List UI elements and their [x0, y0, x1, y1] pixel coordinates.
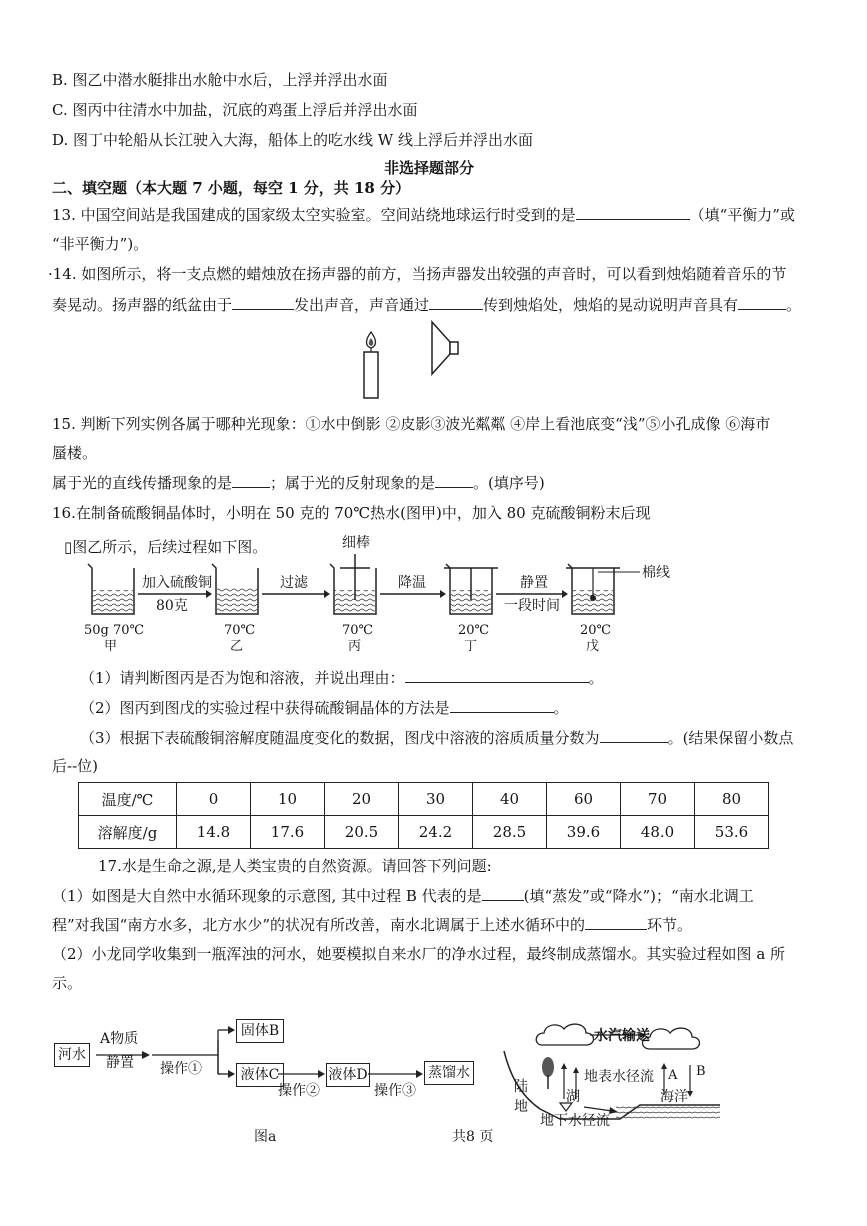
land-label-1: 陆: [514, 1079, 528, 1095]
candle-speaker-figure: [350, 318, 470, 402]
q16-line2: ▯图乙所示，后续过程如下图。: [64, 538, 268, 556]
q14-text-c: 传到烛焰处，烛焰的晃动说明声音具有: [483, 296, 739, 314]
beaker-bing: [330, 554, 376, 614]
q17-line1: 17.水是生命之源,是人类宝贵的自然资源。请回答下列问题:: [98, 857, 492, 875]
ocean-water: [616, 1105, 720, 1121]
beaker-name-3: 丙: [348, 639, 362, 654]
cloud-icon: [643, 1028, 700, 1049]
table-cell: 20.5: [325, 816, 399, 849]
land-label-2: 地: [514, 1099, 528, 1115]
q17-text-b: (填“蒸发”或“降水”)；“南水北调工: [523, 887, 754, 905]
figure-a-caption: 图a: [254, 1129, 277, 1145]
table-cell: 10: [251, 783, 325, 816]
q16-line1: 16.在制备硫酸铜晶体时，小明在 50 克的 70℃热水(图甲)中，加入 80 克硫酸铜粉末后现: [52, 504, 651, 522]
q16-sub3-tail: 。(结果保留小数点: [667, 729, 794, 747]
op2-label: 操作②: [278, 1083, 320, 1099]
label-b: B: [696, 1064, 706, 1079]
table-cell: 28.5: [473, 816, 547, 849]
cloud-icon: [536, 1024, 593, 1045]
beaker-temp-3: 70℃: [342, 623, 374, 638]
table-cell: 20: [325, 783, 399, 816]
q14-text-d: 。: [786, 296, 802, 314]
q17-blank-1[interactable]: [482, 885, 524, 901]
water-cycle-figure: [500, 1015, 740, 1127]
q15-blank-1[interactable]: [232, 472, 270, 488]
beaker-ding: [444, 564, 498, 614]
q14-text-b: 发出声音，声音通过: [294, 296, 430, 314]
step3-label: 降温: [398, 575, 426, 591]
step1-bottom-label: 80克: [156, 598, 188, 614]
q17-line3: [52, 914, 692, 935]
table-row-solubility: [79, 816, 769, 849]
q16-sub3-line2: 后--位): [52, 757, 98, 775]
table-cell: 53.6: [695, 816, 769, 849]
step1-top-label: 加入硫酸铜: [142, 575, 212, 591]
beaker-name-4: 丁: [464, 639, 478, 654]
surface-runoff-label: 地表水径流: [584, 1069, 654, 1085]
q15-text-a: 属于光的直线传播现象的是: [52, 474, 233, 492]
table-cell: 24.2: [399, 816, 473, 849]
table-cell: 30: [399, 783, 473, 816]
beaker-temp-5: 20℃: [580, 623, 612, 638]
table-header-temperature: 温度/℃: [79, 783, 177, 816]
q17-line2: [52, 885, 754, 906]
candle-icon: [364, 332, 378, 398]
q14-text-a: 奏晃动。扬声器的纸盆由于: [52, 296, 233, 314]
q16-sub1-period: 。: [588, 669, 604, 687]
solubility-table: [78, 782, 769, 849]
lake-label: 湖: [566, 1089, 580, 1105]
q17-text-c: 程”对我国“南方水多，北方水少”的状况有所改善，南水北调属于上述水循环中的: [52, 916, 586, 934]
q17-text-a: （1）如图是大自然中水循环现象的示意图, 其中过程 B 代表的是: [52, 887, 482, 905]
q15-line3: [52, 472, 545, 493]
q16-sub2-period: 。: [553, 699, 569, 717]
crystal-process-figure: [80, 532, 710, 654]
beaker-wu: [566, 564, 640, 614]
beaker-temp-2: 70℃: [224, 623, 256, 638]
solid-b-box: 固体B: [236, 1019, 284, 1043]
part2-heading: 二、填空题（本大题 7 小题，每空 1 分，共 18 分）: [52, 179, 411, 197]
q16-blank-2[interactable]: [450, 697, 554, 713]
ocean-label: 海洋: [660, 1089, 688, 1105]
liquid-c-box: 液体C: [236, 1063, 284, 1087]
q16-sub1-text: （1）请判断图丙是否为饱和溶液，并说出理由：: [80, 669, 405, 687]
table-cell: 14.8: [177, 816, 251, 849]
q15-line2: 蜃楼。: [52, 444, 98, 462]
q14-blank-3[interactable]: [738, 294, 786, 310]
q16-sub1: [80, 667, 604, 688]
q14-line1: ·14. 如图所示，将一支点燃的蜡烛放在扬声器的前方，当扬声器发出较强的声音时，可以看到烛焰随着音乐的节: [48, 265, 787, 283]
q15-text-b: ；属于光的反射现象的是: [270, 474, 436, 492]
beaker-yi: [212, 564, 258, 614]
option-d: D. 图丁中轮船从长江驶入大海，船体上的吃水线 W 线上浮后并浮出水面: [52, 131, 533, 149]
option-b: B. 图乙中潜水艇排出水舱中水后，上浮并浮出水面: [52, 71, 388, 89]
q17-line5: 示。: [52, 974, 83, 992]
groundwater-label: 地下水径流: [540, 1113, 610, 1127]
table-cell: 48.0: [621, 816, 695, 849]
q16-sub2: [80, 697, 569, 718]
river-water-box: 河水: [54, 1043, 90, 1067]
table-cell: 60: [547, 783, 621, 816]
q16-sub3: [80, 727, 793, 748]
beaker-name-1: 甲: [104, 639, 118, 654]
q17-line4: （2）小龙同学收集到一瓶浑浊的河水，她要模拟自来水厂的净水过程，最终制成蒸馏水。其实验过程如图 a 所: [52, 945, 786, 963]
table-cell: 40: [473, 783, 547, 816]
table-header-solubility: 溶解度/g: [79, 816, 177, 849]
op3-label: 操作③: [374, 1083, 416, 1099]
loudspeaker-icon: [432, 322, 458, 374]
step4-top-label: 静置: [520, 575, 548, 591]
q13-blank[interactable]: [576, 204, 690, 220]
glass-rod-label: 细棒: [342, 535, 370, 551]
step4-bottom-label: 一段时间: [504, 598, 560, 614]
label-a: A: [668, 1068, 678, 1083]
beaker-temp-4: 20℃: [458, 623, 490, 638]
page-footer: 共8 页: [452, 1129, 494, 1145]
table-cell: 39.6: [547, 816, 621, 849]
section-title: 非选择题部分: [384, 159, 475, 177]
q15-blank-2[interactable]: [435, 472, 473, 488]
table-cell: 70: [621, 783, 695, 816]
distilled-water-box: 蒸馏水: [424, 1061, 474, 1085]
step2-label: 过滤: [280, 575, 308, 591]
q16-blank-3[interactable]: [600, 727, 668, 743]
table-cell: 80: [695, 783, 769, 816]
settle-label: 静置: [106, 1055, 134, 1071]
op1-label: 操作①: [160, 1061, 202, 1077]
table-cell: 17.6: [251, 816, 325, 849]
q16-sub3-text: （3）根据下表硫酸铜溶解度随温度变化的数据，图戊中溶液的溶质质量分数为: [80, 729, 600, 747]
transport-label: 水汽输送: [594, 1028, 650, 1044]
q14-blank-2[interactable]: [429, 294, 483, 310]
table-row-temperature: [79, 783, 769, 816]
q15-line1: 15. 判断下列实例各属于哪种光现象：①水中倒影 ②皮影③波光粼粼 ④岸上看池底变“浅”⑤小孔成像 ⑥海市: [52, 415, 771, 433]
liquid-d-box: 液体D: [326, 1063, 370, 1087]
q17-text-d: 环节。: [647, 916, 693, 934]
q14-blank-1[interactable]: [232, 294, 294, 310]
q16-blank-1[interactable]: [405, 667, 589, 683]
q13-text-a: 13. 中国空间站是我国建成的国家级太空实验室。空间站绕地球运行时受到的是: [52, 206, 576, 224]
q13-line1: [52, 204, 795, 225]
q17-blank-2[interactable]: [585, 914, 647, 930]
option-c: C. 图丙中往清水中加盐，沉底的鸡蛋上浮后并浮出水面: [52, 101, 418, 119]
beaker-temp-1: 50g 70℃: [84, 623, 145, 638]
cotton-label: 棉线: [642, 565, 670, 581]
q16-sub2-text: （2）图丙到图戊的实验过程中获得硫酸铜晶体的方法是: [80, 699, 450, 717]
q13-line2: “非平衡力”)。: [52, 235, 149, 253]
tree-icon: [542, 1057, 554, 1089]
q14-line2: [52, 294, 801, 315]
q15-text-c: 。(填序号): [473, 474, 545, 492]
beaker-jia: [88, 564, 134, 614]
beaker-name-2: 乙: [230, 639, 244, 654]
add-a-label: A物质: [100, 1031, 139, 1047]
table-cell: 0: [177, 783, 251, 816]
beaker-name-5: 戊: [586, 639, 600, 654]
q13-text-b: （填“平衡力”或: [689, 206, 795, 224]
